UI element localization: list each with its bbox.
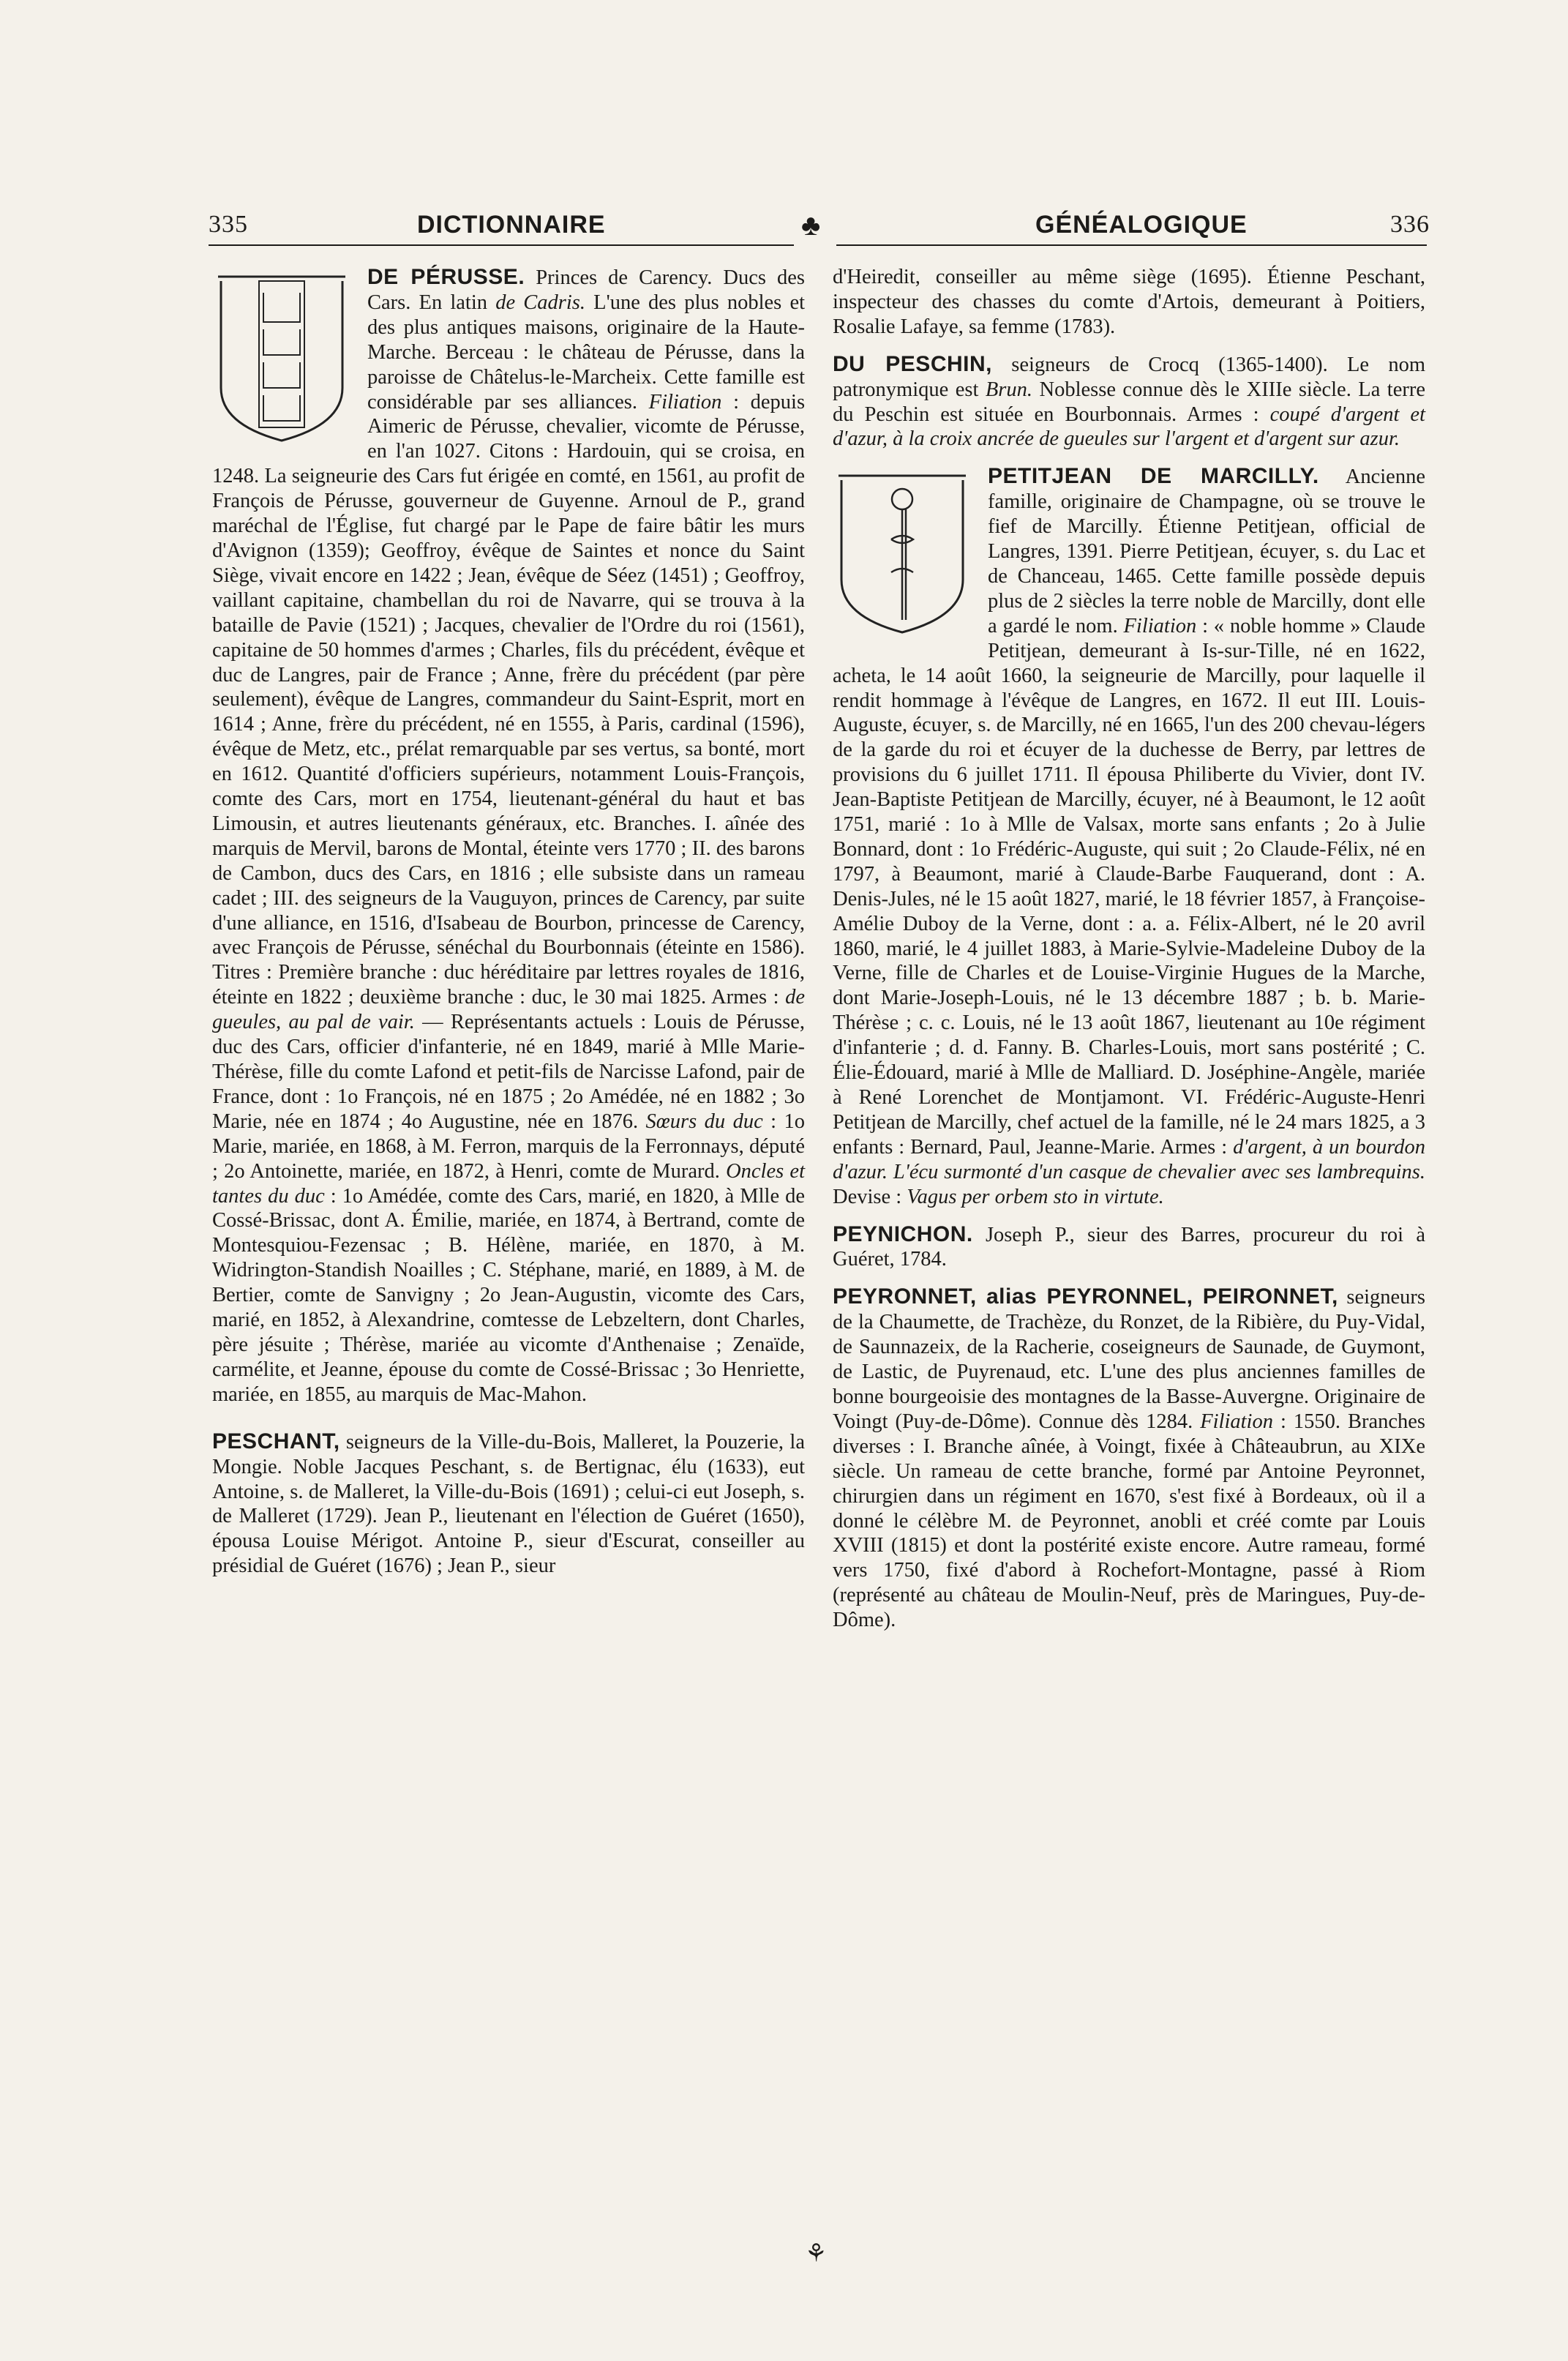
- coat-of-arms-perusse-icon: [212, 271, 351, 446]
- petitjean-devise: Vagus per orbem sto in virtute.: [907, 1185, 1164, 1208]
- peynichon-text: Joseph P., sieur des Barres, procureur du roi à Guéret, 1784.: [833, 1223, 1426, 1271]
- headword-peyronnet: PEYRONNET, alias PEYRONNEL, PEIRONNET,: [833, 1284, 1338, 1309]
- entry-peyronnet: [833, 1284, 1425, 1633]
- entry-peynichon: [833, 1222, 1425, 1273]
- perusse-text-6: : 1o Amédée, comte des Cars, marié, en 1820, à Mlle de Cossé-Brissac, dont A. Émilie, mariée, en 1874, à Bertrand, comte de Montesquiou-Fezensac ; B. Hélène, mariée, en 1870, à M. Widrington-Standish Noailles ; C. Stéphane, marié, en 1889, à M. de Bertier, comte de Sanvigny ; 2o Jean-Augustin, vicomte des Cars, marié, en 1852, à Alexandrine, comtesse de Lebzeltern, dont Charles, père jésuite ; Thérèse, mariée au vicomte d'Anthenaise ; Zenaïde, carmélite, et Jeanne, épouse du comte de Cossé-Brissac ; 3o Henriette, mariée, en 1855, au marquis de Mac-Mahon.: [212, 1184, 805, 1406]
- peschant-continued-text: d'Heiredit, conseiller au même siège (1695). Étienne Peschant, inspecteur des chasses du comte d'Artois, demeurant à Poitiers, Rosalie Lafaye, sa femme (1783).: [833, 266, 1425, 338]
- petitjean-devise-label: Devise :: [833, 1185, 902, 1208]
- headword-petitjean: PETITJEAN DE MARCILLY.: [988, 464, 1319, 489]
- perusse-text-3: : depuis Aimeric de Pérusse, chevalier, vicomte de Pérusse, en l'an 1027. Citons : Hardouin, qui se croisa, en 1248. La seigneurie des Cars fut érigée en comté, en 1561, au profit de François de Pérusse, gouverneur de Guyenne. Arnoul de P., grand maréchal de l'Église, fut chargé par le Pape de faire bâtir les murs d'Avignon (1359); Geoffroy, évêque de Saintes et nonce du Saint Siège, vivait encore en 1422 ; Jean, évêque de Séez (1451) ; Geoffroy, vaillant capitaine, chambellan du roi de Navarre, qui se trouva à la bataille de Pavie (1521) ; Jacques, chevalier de l'Ordre du roi (1561), capitaine de 50 hommes d'armes ; Charles, fils du précédent, évêque et duc de Langres, pair de France ; Anne, frère du précédent (par père seulement), évêque de Langres, commandeur du Saint-Esprit, mort en 1614 ; Anne, frère du précédent, né en 1555, à Paris, cardinal (1596), évêque de Metz, etc., prélat remarquable par ses vertus, sa bonté, mort en 1612. Quantité d'officiers supérieurs, notamment Louis-François, comte des Cars, mort en 1754, lieutenant-général du haut et bas Limousin, et autres lieutenants généraux, etc. Branches. I. aînée des marquis de Mervil, barons de Montal, éteinte vers 1770 ; II. des barons de Cambon, ducs des Cars, en 1816 ; elle subsiste dans un rameau cadet ; III. des seigneurs de la Vauguyon, princes de Carency, par suite d'une alliance, en 1516, d'Isabeau de Bourbon, princesse de Carency, avec François de Pérusse, sénéchal du Bourbonnais (éteinte en 1586). Titres : Première branche : duc héréditaire par lettres royales de 1816, éteinte en 1822 ; deuxième branche : duc, le 30 mai 1825. Armes :: [212, 390, 806, 1009]
- right-column: [833, 265, 1425, 1645]
- header-rule-left: [209, 244, 794, 246]
- peschant-text: seigneurs de la Ville-du-Bois, Malleret, la Pouzerie, la Mongie. Noble Jacques Peschant, s. de Bertignac, élu (1633), eut Antoine, s. de Malleret, la Ville-du-Bois (1691) ; celui-ci eut Joseph, s. de Malleret (1729). Jean P., lieutenant en l'élection de Guéret (1650), épousa Louise Mérigot. Antoine P., sieur d'Escurat, conseiller au présidial de Guéret (1676) ; Jean P., sieur: [212, 1430, 806, 1578]
- perusse-sisters-label: Sœurs du duc: [645, 1110, 763, 1133]
- peschin-arms: coupé d'argent et d'azur, à la croix ancrée de gueules sur l'argent et d'argent sur azur.: [833, 403, 1425, 451]
- entry-peschin: [833, 352, 1425, 452]
- page-number-left: 335: [209, 211, 248, 238]
- headword-perusse: DE PÉRUSSE.: [367, 265, 525, 289]
- peyronnet-filiation-label: Filiation: [1200, 1410, 1273, 1433]
- peschin-text-2: Noblesse connue dès le XIIIe siècle. La terre du Peschin est située en Bourbonnais. Armes :: [833, 378, 1426, 426]
- petitjean-text-2: : « noble homme » Claude Petitjean, demeurant à Is-sur-Tille, né en 1622, acheta, le 14 août 1660, la seigneurie de Marcilly, pour laquelle il rendit hommage à l'évêque de Langres, en 1672. Il eut III. Louis-Auguste, écuyer, s. de Marcilly, né en 1665, l'un des 200 chevau-légers de la garde du roi et écuyer de la duchesse de Berry, par lettres de provisions du 6 juillet 1711. Il épousa Philiberte du Vivier, dont IV. Jean-Baptiste Petitjean de Marcilly, écuyer, né à Beaumont, le 12 août 1751, marié : 1o à Mlle de Valsax, morte sans enfants ; 2o à Julie Bonnard, dont : 1o Frédéric-Auguste, qui suit ; 2o Claude-Félix, né en 1797, à Beaumont, marié à Claude-Barbe Fauquerand, dont : A. Denis-Jules, né le 15 août 1827, marié, le 18 février 1857, à Françoise-Amélie Duboy de la Verne, dont : a. a. Félix-Albert, né le 20 avril 1860, marié, le 4 juillet 1883, à Marie-Sylvie-Madeleine Duboy de la Verne, fille de Charles et de Louise-Virginie Hugues de la Marche, dont Marie-Joseph-Louis, né le 13 décembre 1887 ; b. b. Marie-Thérèse ; c. c. Louis, né le 13 août 1867, lieutenant au 10e régiment d'infanterie ; d. d. Fanny. B. Charles-Louis, mort sans postérité ; C. Élie-Édouard, marié à Mlle de Malliard. D. Joséphine-Angèle, mariée à René Lorenchet de Montjamont. VI. Frédéric-Auguste-Henri Petitjean de Marcilly, chef actuel de la famille, né le 24 mars 1825, a 3 enfants : Bernard, Paul, Jeanne-Marie. Armes :: [833, 614, 1426, 1159]
- entry-peschant-continued: [833, 265, 1425, 340]
- headword-peschant: PESCHANT,: [212, 1429, 340, 1453]
- perusse-latin: de Cadris.: [495, 291, 585, 314]
- perusse-arms: de gueules, au pal de vair.: [212, 986, 806, 1034]
- petitjean-arms: d'argent, à un bourdon d'azur. L'écu surmonté d'un casque de chevalier avec ses lambrequins.: [833, 1135, 1426, 1183]
- running-title-right: GÉNÉALOGIQUE: [1035, 211, 1248, 239]
- entry-petitjean: [833, 464, 1425, 1209]
- peschin-brun: Brun.: [985, 378, 1033, 401]
- coat-of-arms-petitjean-icon: [833, 470, 972, 638]
- page-header: [209, 209, 1430, 247]
- peyronnet-text-2: : 1550. Branches diverses : I. Branche aînée, à Voingt, fixée à Châteaubrun, au XIXe siècle. Un rameau de cette branche, formé par Antoine Peyronnet, chirurgien dans un régiment en 1670, s'est fixé à Bordeaux, où il a donné le célèbre M. de Peyronnet, anobli et créé comte par Louis XVIII (1815) et dont la postérité existe encore. Autre rameau, formé vers 1750, fixé d'abord à Rochefort-Montagne, passé à Riom (représenté au château de Moulin-Neuf, près de Maringues, Puy-de-Dôme).: [833, 1410, 1426, 1632]
- entry-peschant: [212, 1429, 805, 1579]
- bottom-ornament-icon: ⚘: [805, 2240, 828, 2267]
- ornament-icon: ♣: [801, 209, 822, 242]
- perusse-filiation-label: Filiation: [648, 390, 722, 414]
- headword-peschin: DU PESCHIN,: [833, 351, 992, 376]
- perusse-text-4: — Représentants actuels : Louis de Pérusse, duc des Cars, officier d'infanterie, né en 1849, marié à Mlle Marie-Thérèse, fille du comte Lafond et petit-fils de Narcisse Lafond, pair de France, dont : 1o François, né en 1875 ; 2o Amédée, né en 1882 ; 3o Marie, née en 1874 ; 4o Augustine, née en 1876.: [212, 1011, 805, 1133]
- perusse-text-2: L'une des plus nobles et des plus antiques maisons, originaire de la Haute-Marche. Berceau : le château de Pérusse, dans la paroisse de Châtelus-le-Marcheix. Cette famille est considérable par ses alliances.: [367, 291, 806, 414]
- header-rule-right: [836, 244, 1427, 246]
- peschin-text-1: seigneurs de Crocq (1365-1400). Le nom patronymique est: [833, 353, 1425, 401]
- entry-perusse: [212, 265, 805, 1407]
- headword-peynichon: PEYNICHON.: [833, 1221, 973, 1246]
- perusse-text-5: : 1o Marie, mariée, en 1868, à M. Ferron, marquis de la Ferronnays, député ; 2o Antoinette, mariée, en 1872, à Henri, comte de Murard.: [212, 1110, 805, 1183]
- perusse-uncles-label: Oncles et tantes du duc: [212, 1159, 805, 1208]
- left-column: [212, 265, 805, 1591]
- petitjean-text-1: Ancienne famille, originaire de Champagne, où se trouve le fief de Marcilly. Étienne Petitjean, official de Langres, 1391. Pierre Petitjean, écuyer, s. du Lac et de Chanceau, 1465. Cette famille possède depuis plus de 2 siècles la terre noble de Marcilly, dont elle a gardé le nom.: [988, 465, 1425, 637]
- page-number-right: 336: [1390, 211, 1430, 238]
- peyronnet-text-1: seigneurs de la Chaumette, de Trachèze, du Ronzet, de la Ribière, du Puy-Vidal, de Saunnazeix, de la Racherie, coseigneurs de Saunade, de Guymont, de Lastic, de Puyrenaud, etc. L'une des plus anciennes familles de bonne bourgeoisie des montagnes de la Basse-Auvergne. Originaire de Voingt (Puy-de-Dôme). Connue dès 1284.: [833, 1286, 1425, 1433]
- petitjean-filiation-label: Filiation: [1123, 614, 1197, 637]
- perusse-text-1: Princes de Carency. Ducs des Cars. En latin: [367, 266, 806, 314]
- running-title-left: DICTIONNAIRE: [417, 211, 606, 239]
